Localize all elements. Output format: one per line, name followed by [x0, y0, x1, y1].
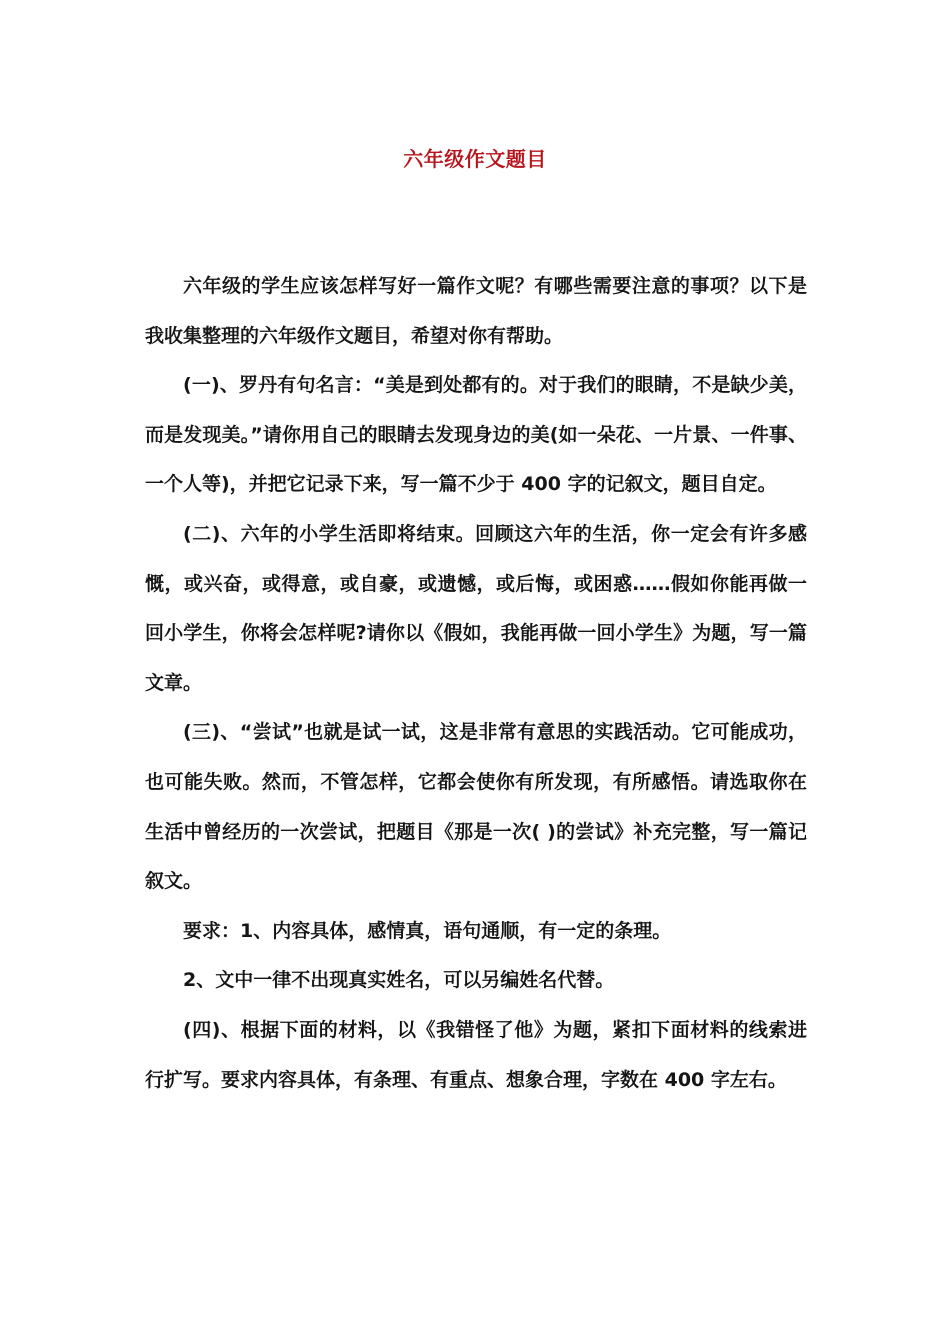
intro-paragraph: 六年级的学生应该怎样写好一篇作文呢？有哪些需要注意的事项？以下是我收集整理的六年级作文题目，希望对你有帮助。	[145, 275, 807, 347]
requirement-1-paragraph: 要求：1、内容具体，感情真，语句通顺，有一定的条理。	[183, 919, 672, 942]
topic-2-paragraph: (二)、六年的小学生活即将结束。回顾这六年的生活，你一定会有许多感慨，或兴奋，或得意，或自豪，或遗憾，或后悔，或困惑……假如你能再做一回小学生，你将会怎样呢?请你以《假如，我能再做一回小学生》为题，写一篇文章。	[145, 522, 807, 694]
document-body	[145, 262, 807, 1105]
document-title: 六年级作文题目	[403, 147, 547, 171]
topic-3-paragraph: (三)、“尝试”也就是试一试，这是非常有意思的实践活动。它可能成功，也可能失败。然而，不管怎样，它都会使你有所发现，有所感悟。请选取你在生活中曾经历的一次尝试，把题目《那是一次( )的尝试》补充完整，写一篇记叙文。	[145, 721, 807, 893]
requirement-2-paragraph: 2、文中一律不出现真实姓名，可以另编姓名代替。	[183, 969, 615, 992]
topic-4-paragraph: (四)、根据下面的材料，以《我错怪了他》为题，紧扣下面材料的线索进行扩写。要求内容具体，有条理、有重点、想象合理，字数在 400 字左右。	[145, 1018, 807, 1091]
topic-1-paragraph: (一)、罗丹有句名言：“美是到处都有的。对于我们的眼睛，不是缺少美，而是发现美。”请你用自己的眼睛去发现身边的美(如一朵花、一片景、一件事、一个人等)，并把它记录下来，写一篇不少于 400 字的记叙文，题目自定。	[145, 374, 807, 496]
